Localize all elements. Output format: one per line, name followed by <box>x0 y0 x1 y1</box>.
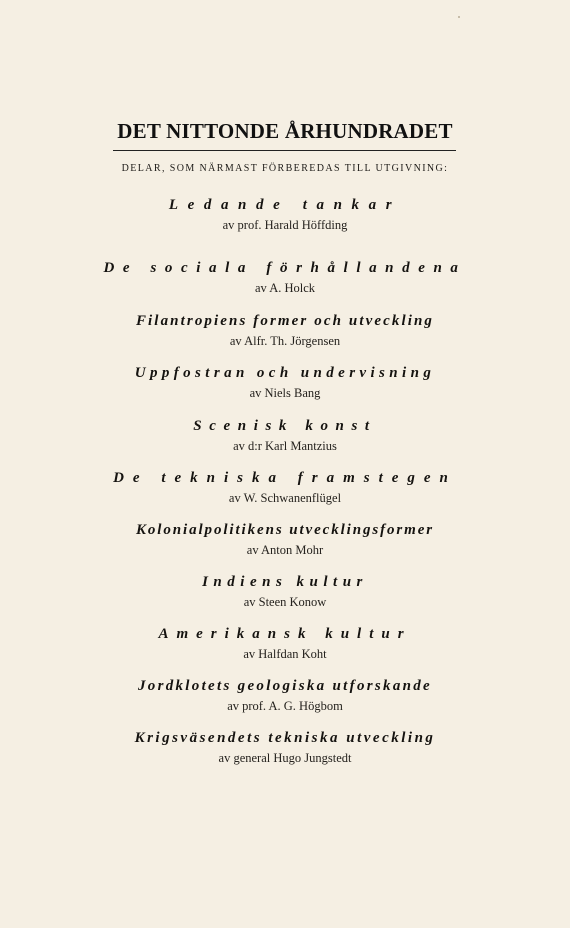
work-author: av d:r Karl Mantzius <box>233 439 337 453</box>
list-item <box>0 469 570 506</box>
work-title: Kolonialpolitikens utvecklingsformer <box>136 522 434 538</box>
list-item <box>0 625 570 662</box>
list-item <box>0 259 570 296</box>
work-title: Amerikansk kultur <box>158 626 412 642</box>
paper-speck <box>458 16 460 18</box>
work-title: Jordklotets geologiska utforskande <box>137 678 433 694</box>
work-author: av Anton Mohr <box>246 543 324 557</box>
list-item <box>0 729 570 766</box>
work-author: av general Hugo Jungstedt <box>218 751 352 765</box>
work-author: av prof. Harald Höffding <box>222 218 348 232</box>
page-title: DET NITTONDE ÅRHUNDRADET <box>117 119 453 143</box>
subtitle: DELAR, SOM NÄRMAST FÖRBEREDAS TILL UTGIVNING: <box>121 163 449 174</box>
work-author: av prof. A. G. Högbom <box>227 699 343 713</box>
work-title: Filantropiens former och utveckling <box>135 313 435 329</box>
work-author: av Niels Bang <box>249 386 321 400</box>
list-item <box>0 364 570 401</box>
work-author: av A. Holck <box>254 281 316 295</box>
work-title: De sociala förhållandena <box>103 260 467 276</box>
list-item <box>0 196 570 233</box>
work-author: av W. Schwanenflügel <box>228 491 342 505</box>
title-divider <box>113 150 456 151</box>
work-author: av Steen Konow <box>243 595 327 609</box>
list-item <box>0 417 570 454</box>
list-item <box>0 573 570 610</box>
work-title: Krigsväsendets tekniska utveckling <box>134 730 436 746</box>
work-author: av Alfr. Th. Jörgensen <box>229 334 341 348</box>
work-title: Scenisk konst <box>193 418 377 434</box>
work-title: De tekniska framstegen <box>113 470 457 486</box>
work-title: Indiens kultur <box>202 574 368 590</box>
list-item <box>0 312 570 349</box>
list-item <box>0 521 570 558</box>
work-title: Ledande tankar <box>168 197 402 213</box>
work-author: av Halfdan Koht <box>243 647 327 661</box>
list-item <box>0 677 570 714</box>
work-title: Uppfostran och undervisning <box>134 365 436 381</box>
